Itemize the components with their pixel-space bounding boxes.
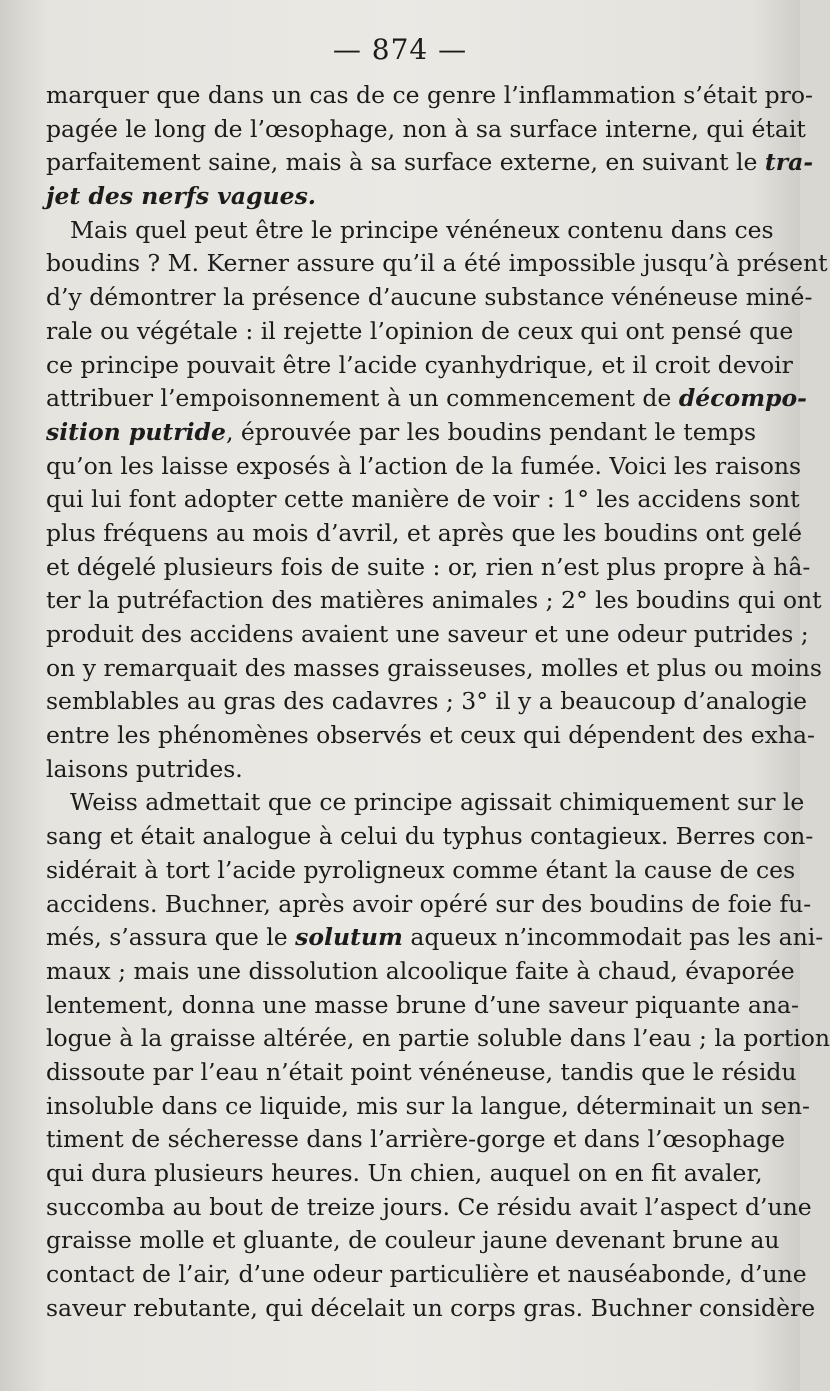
text-run: Mais quel peut être le principe vénéneux contenu dans ces	[70, 215, 774, 244]
text-run: parfaitement saine, mais à sa surface externe, en suivant le	[46, 148, 765, 177]
text-run: saveur rebutante, qui décelait un corps gras. Buchner considère	[46, 1293, 816, 1322]
text-run: lentement, donna une masse brune d’une saveur piquante ana-	[46, 990, 799, 1019]
text-line	[46, 1224, 780, 1258]
text-line	[46, 955, 795, 989]
text-run: sidérait à tort l’acide pyroligneux comme étant la cause de ces	[46, 855, 796, 884]
text-run: marquer que dans un cas de ce genre l’inflammation s’était pro-	[46, 81, 813, 109]
text-run: succomba au bout de treize jours. Ce résidu avait l’aspect d’une	[46, 1192, 812, 1221]
text-run: ce principe pouvait être l’acide cyanhydrique, et il croit devoir	[46, 350, 793, 379]
text-run: d’y démontrer la présence d’aucune substance vénéneuse miné-	[46, 283, 813, 312]
text-run: accidens. Buchner, après avoir opéré sur des boudins de foie fu-	[46, 889, 812, 918]
text-line	[46, 450, 802, 484]
text-run: plus fréquens au mois d’avril, et après que les boudins ont gelé	[46, 518, 803, 547]
text-line	[46, 113, 806, 147]
text-run: produit des accidens avaient une saveur et une odeur putrides ;	[46, 620, 809, 648]
italic-text: tra-	[764, 148, 814, 177]
text-line	[46, 854, 796, 888]
text-run: et dégelé plusieurs fois de suite : or, rien n’est plus propre à hâ-	[46, 552, 811, 581]
text-line	[46, 551, 811, 585]
italic-text: solutum	[295, 923, 403, 952]
text-run: contact de l’air, d’une odeur particulière et nauséabonde, d’une	[46, 1260, 807, 1289]
text-line	[46, 382, 807, 416]
text-run: laisons putrides.	[46, 754, 243, 783]
text-line	[46, 349, 793, 383]
text-line	[46, 685, 808, 719]
text-run: graisse molle et gluante, de couleur jaune devenant brune au	[46, 1226, 780, 1255]
text-line	[46, 921, 824, 955]
italic-text: décompo-	[678, 384, 807, 413]
text-run: logue à la graisse altérée, en partie soluble dans l’eau ; la portion	[46, 1024, 830, 1053]
text-line	[46, 1258, 807, 1292]
text-line	[46, 1292, 816, 1326]
text-run: semblables au gras des cadavres ; 3° il y a beaucoup d’analogie	[46, 687, 808, 716]
italic-text: jet des nerfs vagues.	[46, 182, 316, 211]
text-run: on y remarquait des masses graisseuses, molles et plus ou moins	[46, 653, 822, 682]
text-line	[46, 786, 805, 820]
text-line	[46, 1191, 812, 1225]
text-run: ter la putréfaction des matières animales ; 2° les boudins qui ont	[46, 586, 822, 615]
text-run: qui lui font adopter cette manière de voir : 1° les accidens sont	[46, 485, 800, 514]
text-line	[46, 1157, 763, 1191]
text-line	[46, 483, 800, 517]
text-run: timent de sécheresse dans l’arrière-gorge et dans l’œsophage	[46, 1125, 786, 1154]
text-line	[46, 180, 755, 214]
text-run: qui dura plusieurs heures. Un chien, auquel on en fit avaler,	[46, 1159, 763, 1187]
text-line	[46, 820, 814, 854]
text-line	[46, 1090, 810, 1124]
text-run: attribuer l’empoisonnement à un commencement de	[46, 384, 679, 413]
text-run: boudins ? M. Kerner assure qu’il a été impossible jusqu’à présent	[46, 249, 828, 278]
text-line	[46, 1123, 786, 1157]
text-line	[46, 584, 822, 618]
text-run: insoluble dans ce liquide, mis sur la langue, déterminait un sen-	[46, 1091, 810, 1120]
text-line	[46, 618, 809, 652]
text-line	[46, 719, 815, 753]
text-line	[46, 416, 755, 450]
text-run: sang et était analogue à celui du typhus contagieux. Berres con-	[46, 822, 814, 851]
text-run: més, s’assura que le	[46, 923, 296, 952]
text-line	[46, 989, 799, 1023]
body-text	[46, 79, 830, 1325]
page-number: — 874 —	[332, 33, 468, 66]
text-line	[46, 517, 803, 551]
text-run: entre les phénomènes observés et ceux qui dépendent des exha-	[46, 721, 815, 750]
text-run: , éprouvée par les boudins pendant le temps	[225, 417, 756, 446]
text-line	[46, 753, 755, 787]
text-line	[46, 1056, 797, 1090]
text-line	[46, 281, 813, 315]
text-run: rale ou végétale : il rejette l’opinion de ceux qui ont pensé que	[46, 316, 794, 345]
text-run: pagée le long de l’œsophage, non à sa surface interne, qui était	[46, 114, 806, 143]
text-line	[46, 247, 828, 281]
text-run: dissoute par l’eau n’était point vénéneuse, tandis que le résidu	[46, 1057, 797, 1086]
text-run: maux ; mais une dissolution alcoolique faite à chaud, évaporée	[46, 956, 795, 985]
text-line	[46, 652, 822, 686]
text-line	[46, 214, 774, 248]
text-run: aqueux n’incommodait pas les ani-	[402, 923, 824, 952]
text-line	[46, 146, 814, 180]
text-run: Weiss admettait que ce principe agissait chimiquement sur le	[70, 788, 805, 817]
italic-text: sition putride	[46, 417, 226, 446]
text-line	[46, 1022, 830, 1056]
text-line	[46, 315, 794, 349]
text-run: qu’on les laisse exposés à l’action de la fumée. Voici les raisons	[46, 451, 802, 480]
text-line	[46, 79, 813, 113]
text-line	[46, 888, 812, 922]
